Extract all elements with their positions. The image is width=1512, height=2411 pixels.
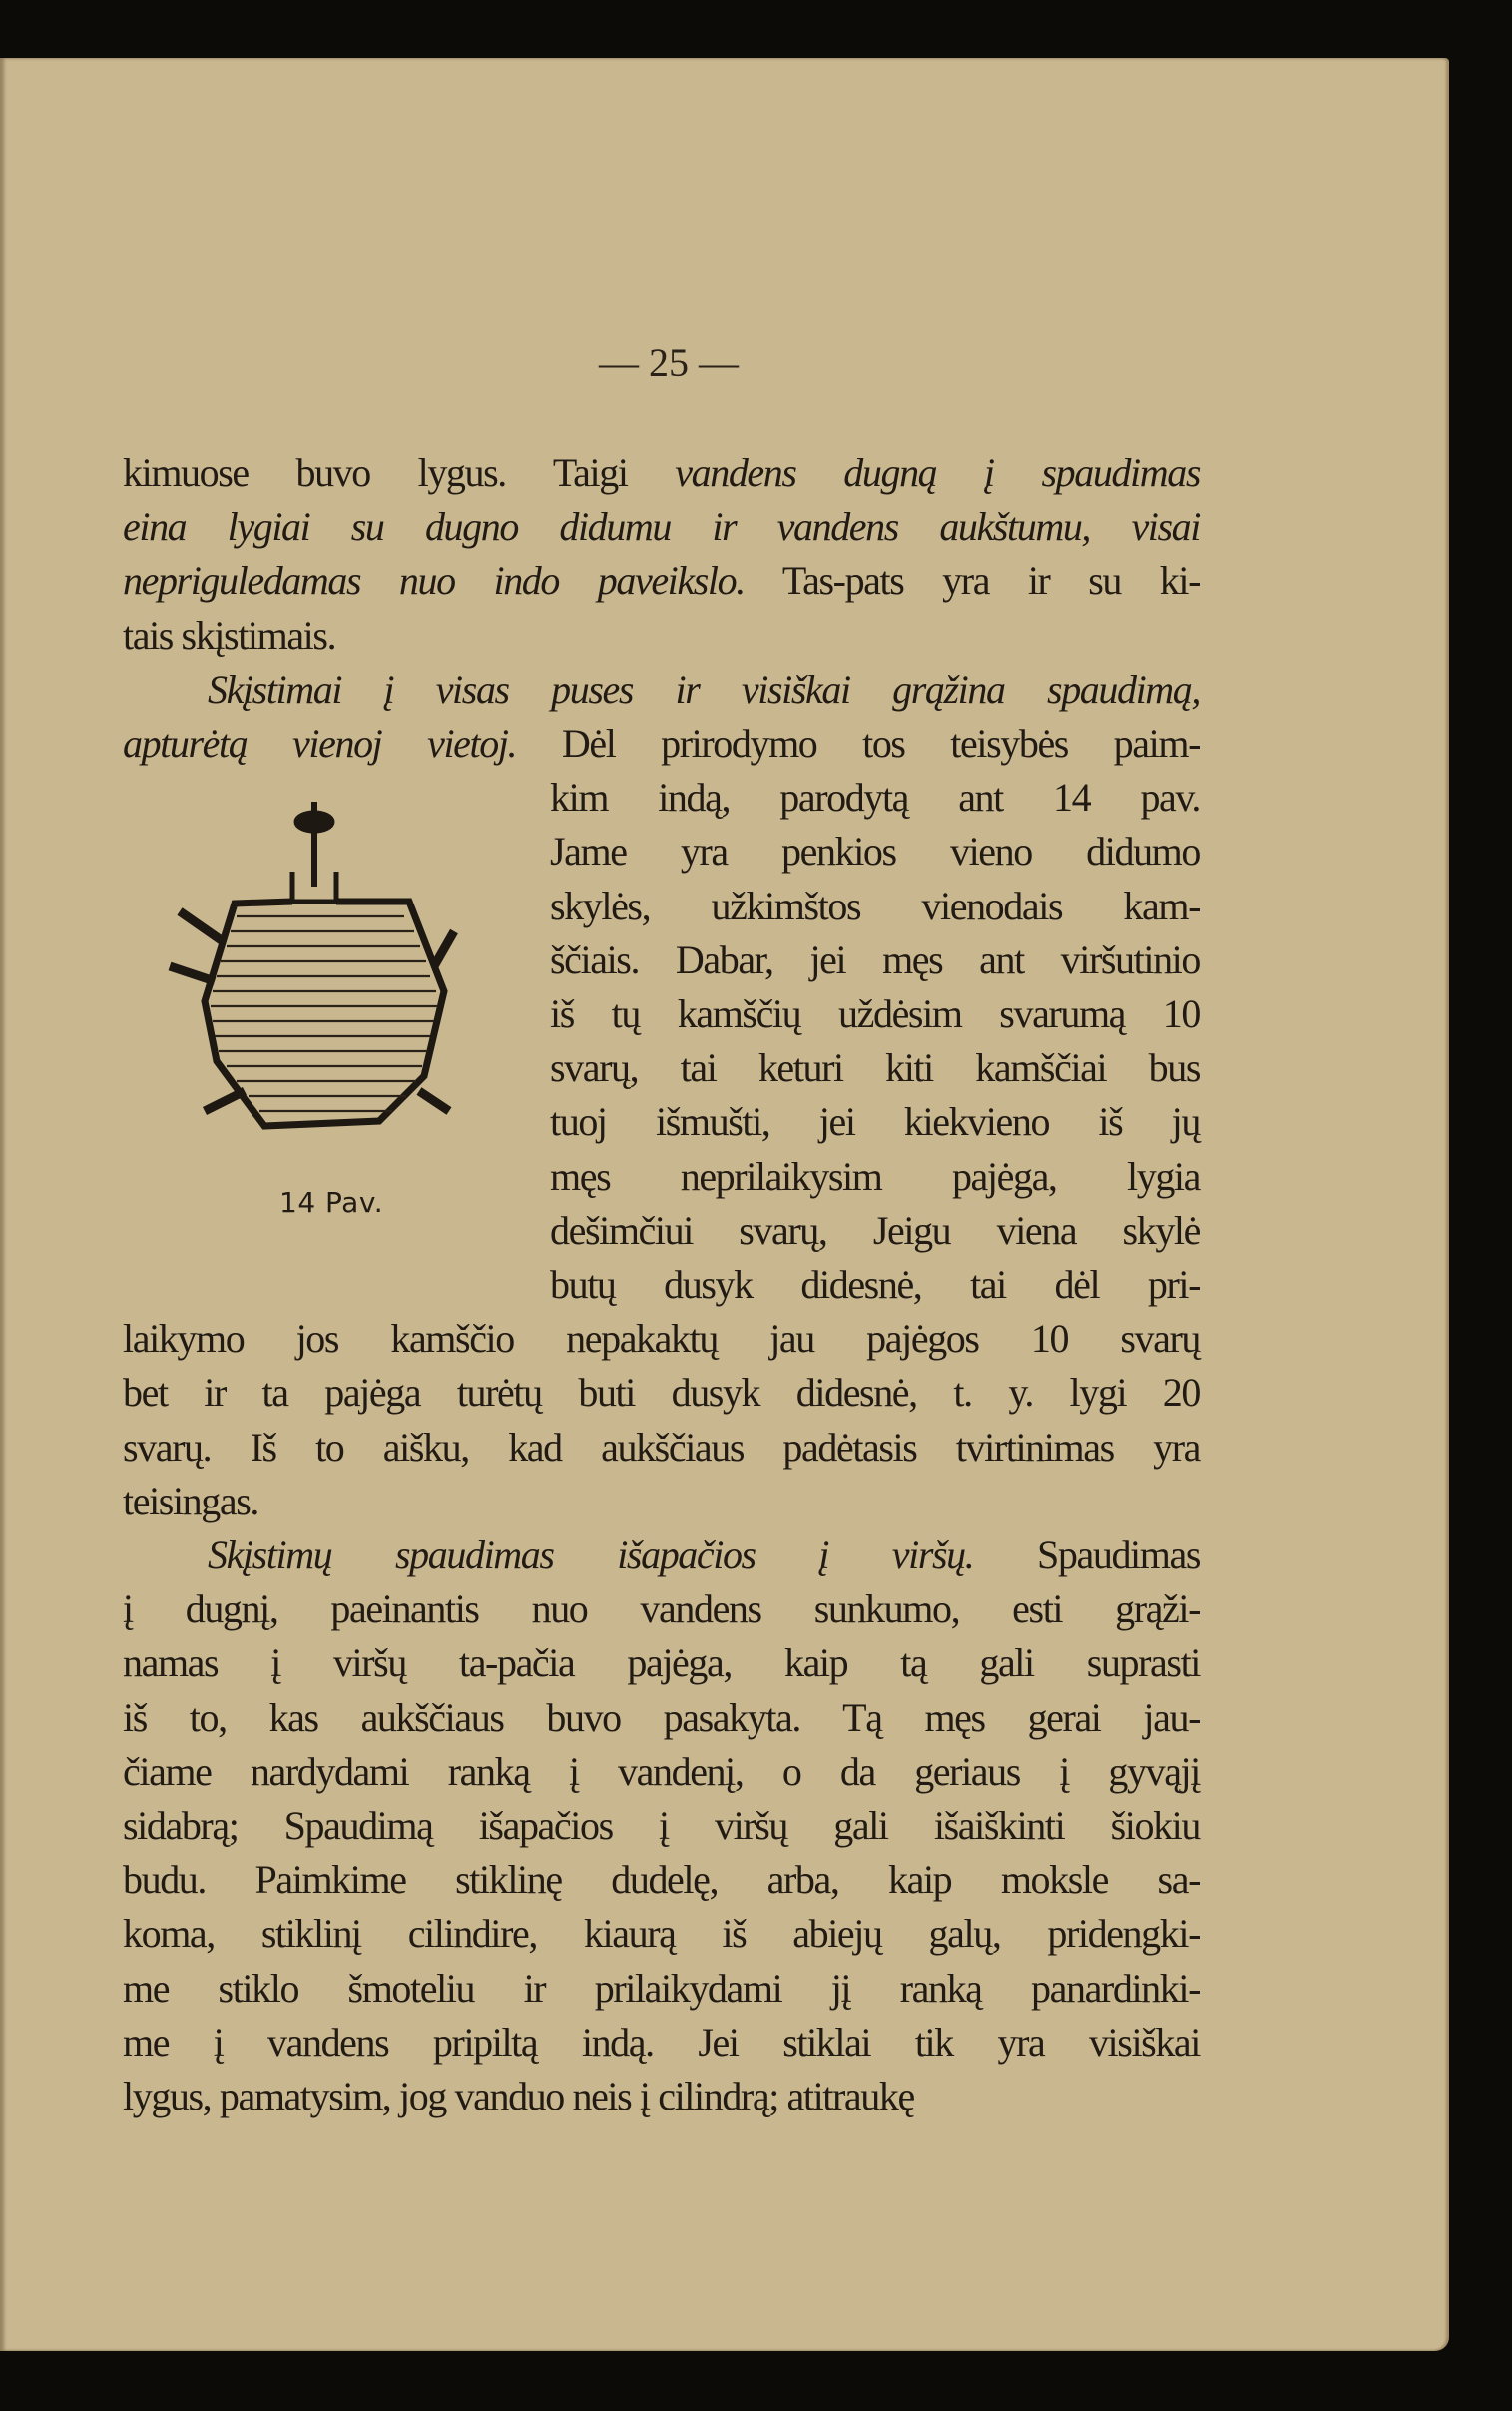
text-line <box>123 1312 1200 1366</box>
text-segment: męs neprilaikysim pajėga, lygia <box>550 1153 1200 1199</box>
text-line <box>550 1041 1200 1095</box>
italic-text: eina lygiai su dugno didumu ir vandens aukštumu, visai <box>123 504 1200 550</box>
text-segment: namas į viršų ta-pačia pajėga, kaip tą gali suprasti <box>123 1640 1200 1686</box>
text-segment: iš tų kamščių uždėsim svarumą 10 <box>550 991 1200 1036</box>
vessel-figure-illustration <box>165 792 504 1161</box>
text-line <box>123 2070 1200 2123</box>
italic-text: apturėtą vienoj vietoj. <box>123 721 517 766</box>
text-line <box>550 933 1200 987</box>
text-segment: sidabrą; Spaudimą išapačios į viršų gali išaiškinti šiokiu <box>123 1803 1200 1848</box>
text-line <box>550 880 1200 933</box>
italic-text: vandens dugną į spaudimas <box>675 450 1200 495</box>
text-line <box>550 771 1200 825</box>
text-line <box>123 609 1200 663</box>
text-segment: laikymo jos kamščio nepakaktų jau pajėgos 10 svarų <box>123 1316 1200 1362</box>
figure-caption: 14 Pav. <box>279 1186 384 1219</box>
text-line <box>123 1962 1200 2016</box>
book-page <box>0 58 1449 2351</box>
text-line <box>123 1582 1200 1636</box>
text-segment: dešimčiui svarų, Jeigu viena skylė <box>550 1207 1200 1253</box>
page-number: — 25 — <box>599 340 739 385</box>
text-segment: koma, stiklinį cilindire, kiaurą iš abiejų galų, pridengki- <box>123 1911 1200 1957</box>
text-line <box>123 1799 1200 1853</box>
text-line <box>550 1150 1200 1204</box>
text-line <box>123 1691 1200 1745</box>
text-segment: butų dusyk didesnė, tai dėl pri- <box>550 1262 1200 1307</box>
text-segment: kim indą, parodytą ant 14 pav. <box>550 775 1200 821</box>
text-line <box>123 446 1200 500</box>
text-segment: tais skįstimais. <box>123 612 336 658</box>
text-line <box>123 1475 1200 1528</box>
text-segment: me į vandens pripiltą indą. Jei stiklai tik yra visiškai <box>123 2019 1200 2065</box>
text-line <box>550 825 1200 879</box>
text-segment: tuoj išmušti, jei kiekvieno iš jų <box>550 1099 1200 1145</box>
text-line <box>123 717 1200 771</box>
text-segment: Jame yra penkios vieno didumo <box>550 829 1200 875</box>
text-segment: iš to, kas aukščiaus buvo pasakyta. Tą męs gerai jau- <box>123 1694 1200 1740</box>
text-line <box>208 663 1200 717</box>
text-segment: Spaudimas <box>973 1532 1200 1577</box>
text-segment: ščiais. Dabar, jei męs ant viršutinio <box>550 936 1200 982</box>
text-segment: svarų, tai keturi kiti kamščiai bus <box>550 1045 1200 1091</box>
text-segment: čiame nardydami ranką į vandenį, o da geriaus į gyvąjį <box>123 1748 1200 1794</box>
text-line <box>123 554 1200 608</box>
text-segment: svarų. Iš to aišku, kad aukščiaus padėtasis tvirtinimas yra <box>123 1424 1200 1470</box>
text-segment: budu. Paimkime stiklinę dudelę, arba, kaip moksle sa- <box>123 1857 1200 1903</box>
italic-text: Skįstimai į visas puses ir visiškai grąžina spaudimą, <box>208 666 1200 712</box>
text-line <box>550 1095 1200 1149</box>
text-line <box>550 1204 1200 1258</box>
text-segment: lygus, pamatysim, jog vanduo neis į cilindrą; atitraukę <box>123 2074 914 2118</box>
text-segment: me stiklo šmoteliu ir prilaikydami jį ranką panardinki- <box>123 1965 1200 2011</box>
text-line <box>123 1907 1200 1961</box>
text-segment: Dėl prirodymo tos teisybės paim- <box>516 721 1200 766</box>
text-segment: Tas-pats yra ir su ki- <box>744 558 1200 604</box>
text-line <box>123 1366 1200 1420</box>
text-segment: kimuose buvo lygus. Taigi <box>123 450 676 495</box>
text-line <box>208 1528 1200 1582</box>
text-line <box>123 1853 1200 1907</box>
text-line <box>550 987 1200 1041</box>
italic-text: nepriguledamas nuo indo paveikslo. <box>123 558 745 604</box>
text-line <box>123 500 1200 554</box>
text-line <box>550 1258 1200 1312</box>
text-segment: skylės, užkimštos vienodais kam- <box>550 883 1200 928</box>
text-line <box>123 1745 1200 1799</box>
italic-text: Skįstimų spaudimas išapačios į viršų. <box>208 1532 974 1577</box>
text-line <box>123 1421 1200 1475</box>
text-segment: teisingas. <box>123 1478 258 1523</box>
text-segment: bet ir ta pajėga turėtų buti dusyk didesnė, t. y. lygi 20 <box>123 1370 1200 1416</box>
text-segment: į dugnį, paeinantis nuo vandens sunkumo, esti grąži- <box>123 1586 1200 1632</box>
text-line <box>123 2016 1200 2070</box>
text-line <box>123 1636 1200 1690</box>
